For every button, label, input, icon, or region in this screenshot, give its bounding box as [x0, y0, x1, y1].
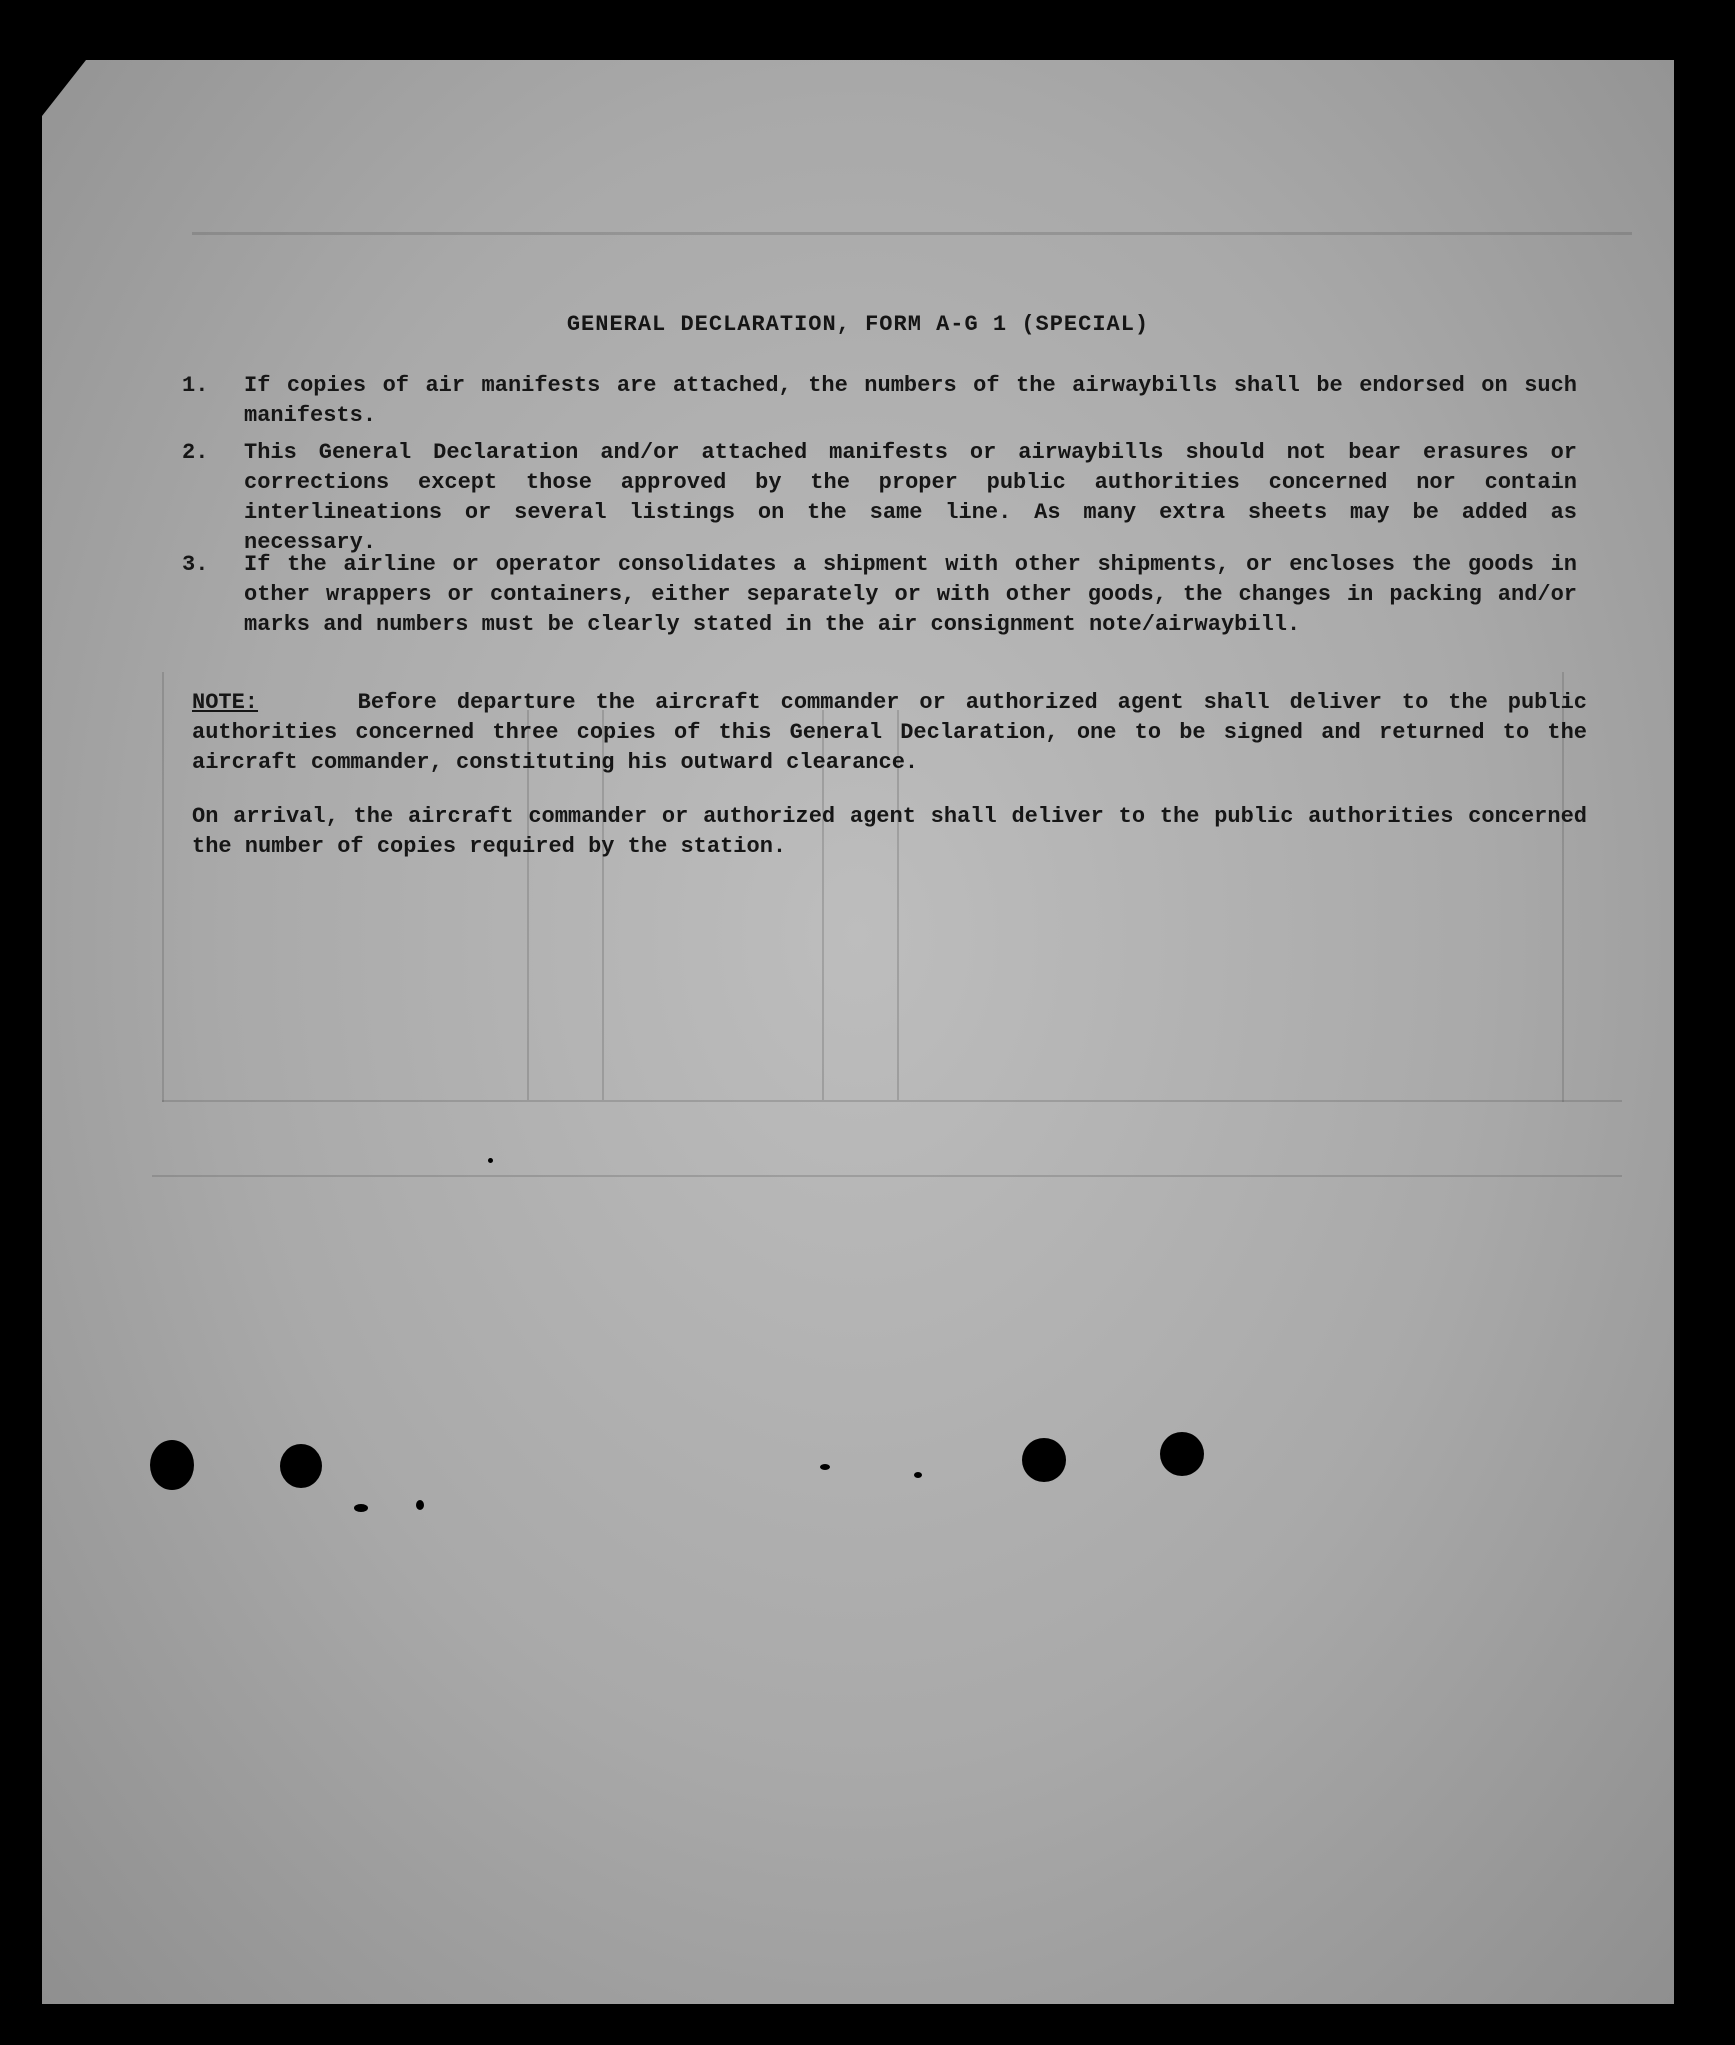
item-text: If the airline or operator consolidates a shipment with other shipments, or encloses the goods in other wrappers or containers, either separately or with other goods, the changes in packing and/or marks and numbers must be clearly stated in the air consignment note/airwaybill.	[244, 552, 1577, 637]
speck	[488, 1158, 493, 1163]
punch-hole	[280, 1444, 322, 1488]
document-title: GENERAL DECLARATION, FORM A-G 1 (SPECIAL)	[566, 312, 1150, 337]
bleed-through-rule	[192, 232, 1632, 235]
bleed-through-rule	[152, 1175, 1622, 1177]
bleed-through-rule	[162, 1100, 1622, 1102]
item-text: This General Declaration and/or attached manifests or airwaybills should not bear erasures or corrections except those approved by the proper public authorities concerned nor contain interlineations or several listings on the same line. As many extra sheets may be added as necessary.	[244, 440, 1577, 555]
document-page	[42, 60, 1674, 2004]
instruction-item-1	[182, 371, 1577, 431]
speck	[354, 1504, 368, 1512]
punch-hole	[1022, 1438, 1066, 1482]
instruction-item-3	[182, 550, 1577, 640]
item-number: 1.	[182, 373, 209, 398]
note-text: Before departure the aircraft commander or authorized agent shall deliver to the public authorities concerned three copies of this General Declaration, one to be signed and returned to the aircraft commander, constituting his outward clearance.	[192, 690, 1587, 775]
punch-hole	[1160, 1432, 1204, 1476]
folded-corner	[42, 60, 86, 116]
bleed-through-rule	[162, 672, 164, 1102]
arrival-paragraph: On arrival, the aircraft commander or authorized agent shall deliver to the public authorities concerned the number of copies required by the station.	[192, 804, 1587, 859]
speck	[914, 1472, 922, 1478]
note-label: NOTE:	[192, 690, 259, 715]
item-number: 2.	[182, 440, 209, 465]
item-number: 3.	[182, 552, 209, 577]
item-text: If copies of air manifests are attached, the numbers of the airwaybills shall be endorsed on such manifests.	[244, 373, 1577, 428]
note-paragraph	[192, 688, 1587, 778]
instruction-item-2	[182, 438, 1577, 558]
speck	[416, 1500, 424, 1510]
punch-hole	[150, 1440, 194, 1490]
speck	[820, 1464, 830, 1470]
